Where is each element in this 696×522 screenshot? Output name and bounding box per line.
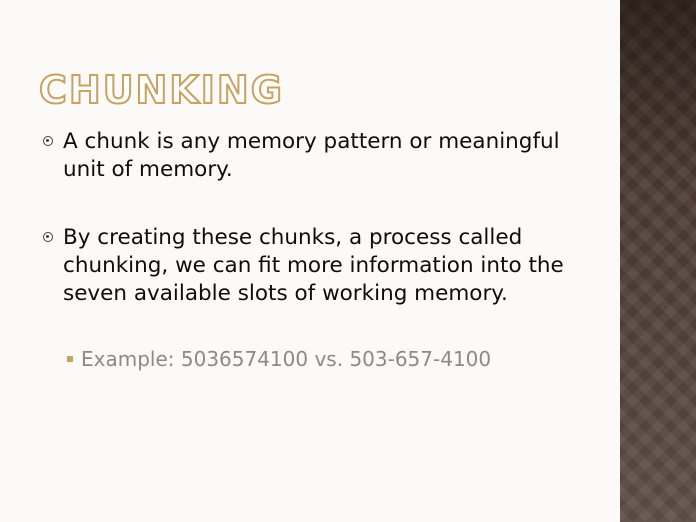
bullet-list	[43, 128, 583, 308]
slide-title: CHUNKING	[39, 68, 284, 112]
bullet-item	[43, 224, 583, 308]
bullet-text: By creating these chunks, a process called chunking, we can fit more information into the seven available slots of working memory.	[63, 225, 564, 306]
sub-bullet-text: Example: 5036574100 vs. 503-657-4100	[81, 347, 492, 371]
bullet-text: A chunk is any memory pattern or meaningful unit of memory.	[63, 129, 560, 182]
bullet-item	[43, 128, 583, 184]
circle-dot-icon	[43, 232, 53, 242]
decorative-side-band	[620, 0, 696, 522]
sub-bullet-item	[67, 346, 491, 372]
circle-dot-icon	[43, 136, 53, 146]
square-bullet-icon	[67, 356, 73, 362]
